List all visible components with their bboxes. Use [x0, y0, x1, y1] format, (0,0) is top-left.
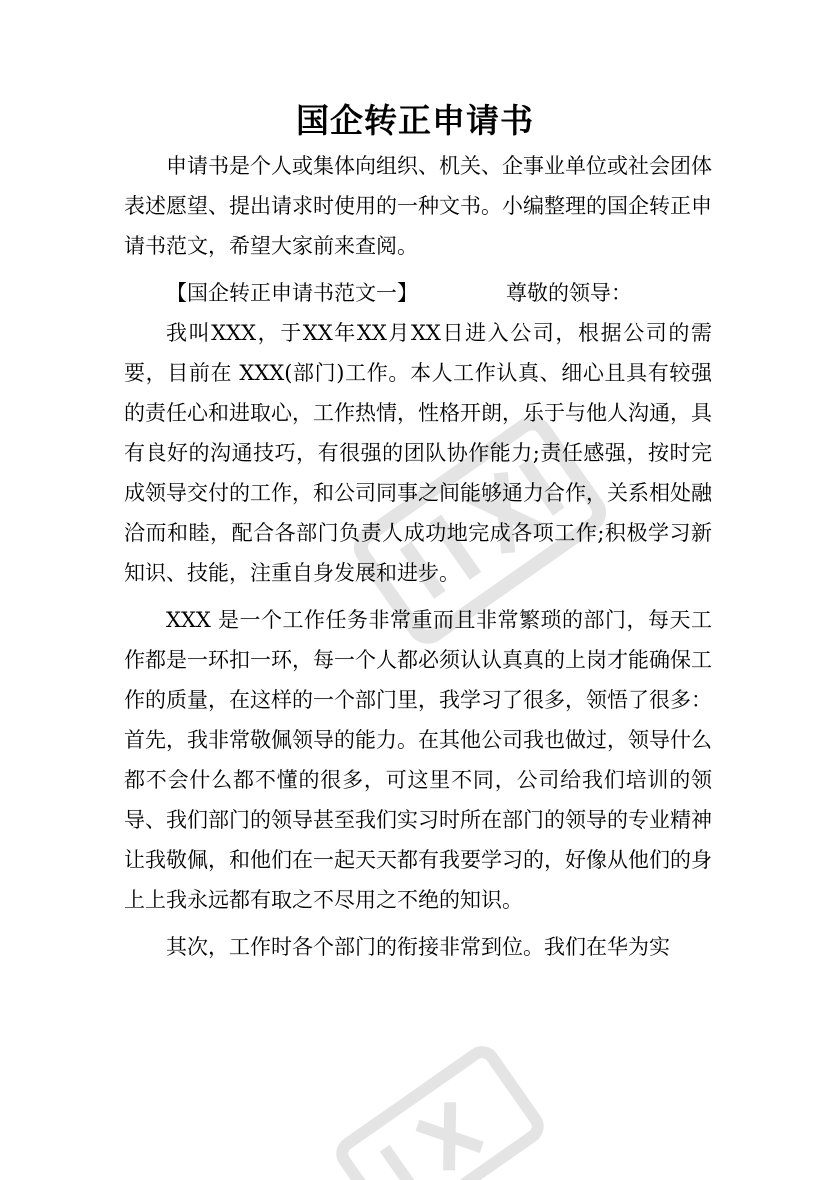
document-title: 国企转正申请书: [296, 101, 534, 140]
greeting: 尊敬的领导：: [506, 281, 632, 305]
document-body: [124, 146, 712, 967]
sample-heading: 【国企转正申请书范文一】: [166, 281, 418, 305]
watermark-seal-icon: [330, 1030, 550, 1180]
body-paragraph: XXX 是一个工作任务非常重而且非常繁琐的部门，每天工作都是一环扣一环，每一个人都必须认认真真的上岗才能确保工作的质量，在这样的一个部门里，我学习了很多，领悟了很多：首先，我非常敬佩领导的能力。在其他公司我也做过，领导什么都不会什么都不懂的很多，可这里不同，公司给我们培训的领导、我们部门的领导甚至我们实习时所在部门的领导的专业精神让我敬佩，和他们在一起天天都有我要学习的，好像从他们的身上上我永远都有取之不尽用之不绝的知识。: [124, 608, 712, 912]
intro-paragraph: 申请书是个人或集体向组织、机关、企事业单位或社会团体表述愿望、提出请求时使用的一种文书。小编整理的国企转正申请书范文，希望大家前来查阅。: [124, 154, 712, 258]
body-paragraph: 我叫XXX，于XX年XX月XX日进入公司，根据公司的需要，目前在 XXX(部门)工作。本人工作认真、细心且具有较强的责任心和进取心，工作热情，性格开朗，乐于与他人沟通，具有良好的沟通技巧，有很强的团队协作能力;责任感强，按时完成领导交付的工作，和公司同事之间能够通力合作，关系相处融洽而和睦，配合各部门负责人成功地完成各项工作;积极学习新知识、技能，注重自身发展和进步。: [124, 321, 712, 585]
sample-heading-line: [124, 273, 712, 313]
body-paragraph: 其次，工作时各个部门的衔接非常到位。我们在华为实: [166, 935, 670, 959]
